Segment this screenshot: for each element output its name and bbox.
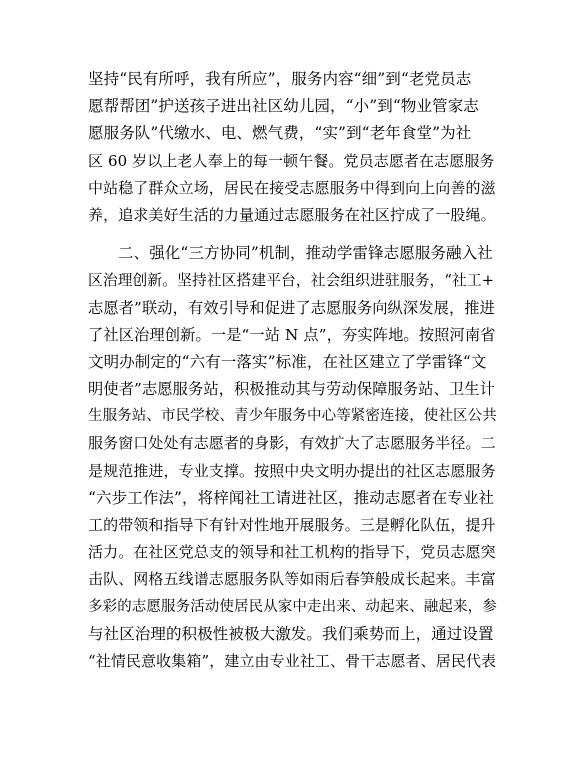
- text-line: 区治理创新。坚持社区搭建平台，社会组织进驻服务，“社工+: [88, 272, 495, 290]
- text-line: 明使者”志愿服务站，积极推动其与劳动保障服务站、卫生计: [88, 380, 495, 399]
- text-line: 生服务站、市民学校、青少年服务中心等紧密连接，使社区公共: [88, 408, 497, 425]
- text-line: 服务窗口处处有志愿者的身影，有效扩大了志愿服务半径。二: [88, 434, 496, 453]
- text-line: 志愿者”联动，有效引导和促进了志愿服务向纵深发展，推进: [88, 298, 495, 317]
- text-line: 养，追求美好生活的力量通过志愿服务在社区拧成了一股绳。: [88, 205, 496, 224]
- text-line: 中站稳了群众立场，居民在接受志愿服务中得到向上向善的滋: [88, 178, 496, 197]
- body-text: [88, 66, 498, 675]
- text-line: “六步工作法”，将梓闻社工请进社区，推动志愿者在专业社: [88, 488, 495, 507]
- text-line: 愿帮帮团”护送孩子进出社区幼儿园，“小”到“物业管家志: [88, 97, 479, 116]
- text-line: 坚持“民有所呼，我有所应”，服务内容“细”到“老党员志: [88, 70, 472, 88]
- text-line: 愿服务队”代缴水、电、燃气费，“实”到“老年食堂”为社: [88, 124, 472, 143]
- text-line: 文明办制定的“六有一落实”标准，在社区建立了学雷锋“文: [88, 352, 487, 371]
- text-line: 与社区治理的积极性被极大激发。我们乘势而上，通过设置: [88, 624, 494, 643]
- text-line: 多彩的志愿服务活动使居民从家中走出来、动起来、融起来，参: [88, 598, 497, 615]
- text-line: 了社区治理创新。一是“一站 N 点”，夯实阵地。按照河南省: [88, 325, 496, 344]
- text-line: 二、强化“三方协同”机制，推动学雷锋志愿服务融入社: [118, 244, 493, 263]
- text-line: 区 60 岁以上老人奉上的每一顿午餐。党员志愿者在志愿服务: [88, 151, 495, 170]
- text-line: 击队、网格五线谱志愿服务队等如雨后春笋般成长起来。丰富: [88, 570, 496, 589]
- text-line: 工的带领和指导下有针对性地开展服务。三是孵化队伍，提升: [88, 516, 496, 534]
- text-line: 活力。在社区党总支的领导和社工机构的指导下，党员志愿突: [88, 543, 496, 562]
- text-line: “社情民意收集箱”，建立由专业社工、骨干志愿者、居民代表: [88, 651, 497, 670]
- text-line: 是规范推进，专业支撑。按照中央文明办提出的社区志愿服务: [88, 461, 496, 480]
- paragraph-gap: [88, 229, 498, 240]
